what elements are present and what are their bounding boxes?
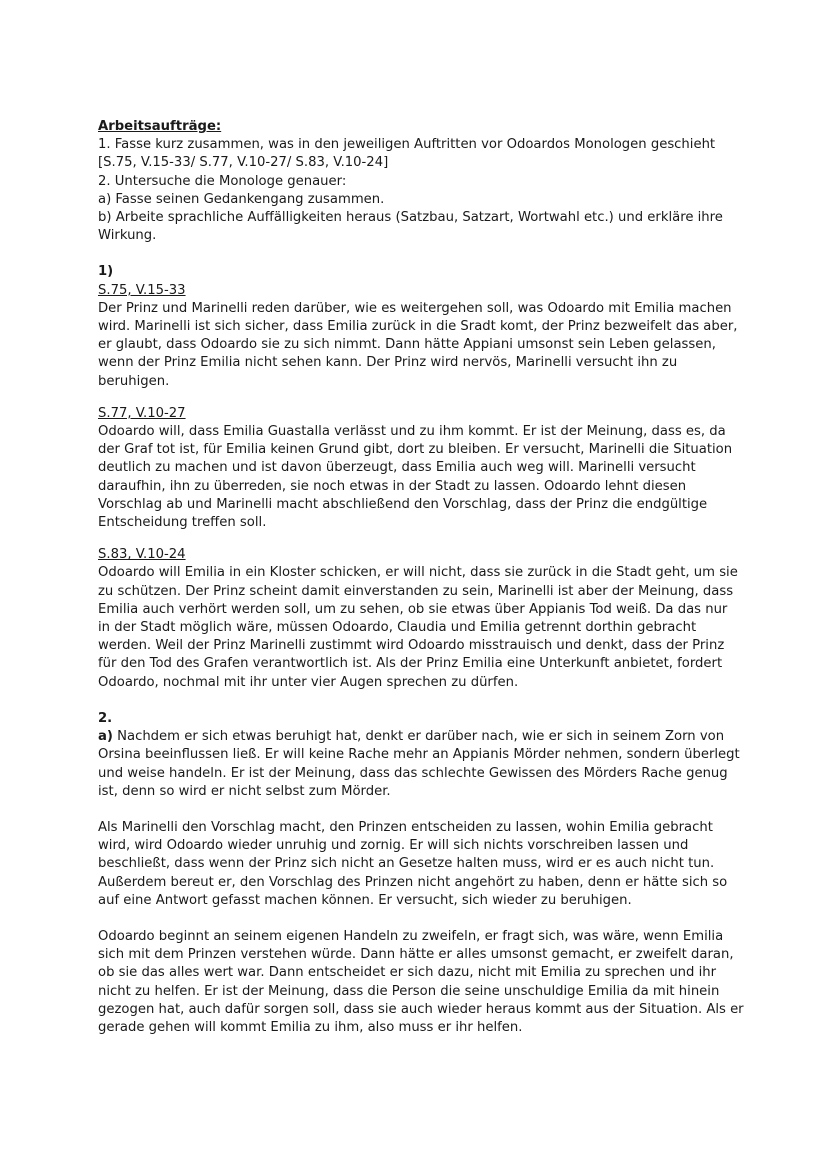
paragraph-line: Odoardo will Emilia in ein Kloster schicken, er will nicht, dass sie zurück in die Stadt geht, um sie	[98, 565, 738, 581]
paragraph-line: Außerdem bereut er, den Vorschlag des Prinzen nicht angehört zu haben, denn er hätte sich so	[98, 874, 728, 890]
task-line: b) Arbeite sprachliche Auffälligkeiten heraus (Satzbau, Satzart, Wortwahl etc.) und erkläre ihre	[98, 210, 723, 226]
paragraph-line: wird. Marinelli ist sich sicher, dass Emilia zurück in die Sradt komt, der Prinz bezweifelt das aber,	[98, 319, 738, 335]
task-line: a) Fasse seinen Gedankengang zusammen.	[98, 191, 385, 207]
paragraph-line: Der Prinz und Marinelli reden darüber, wie es weitergehen soll, was Odoardo mit Emilia machen	[98, 300, 732, 316]
task-line: [S.75, V.15-33/ S.77, V.10-27/ S.83, V.10-24]	[98, 155, 389, 171]
section-ref: S.77, V.10-27	[98, 405, 186, 421]
paragraph-line: daraufhin, ihn zu überreden, sie noch etwas in der Stadt zu lassen. Odoardo lehnt diesen	[98, 478, 687, 494]
tasks-heading: Arbeitsaufträge:	[98, 119, 222, 134]
paragraph-line: Odoardo will, dass Emilia Guastalla verlässt und zu ihm kommt. Er ist der Meinung, dass es, da	[98, 424, 726, 440]
part1-block	[98, 263, 738, 691]
paragraph-line: Emilia auch verhört werden soll, um zu sehen, ob sie etwas über Appianis Tod weiß. Da das nur	[98, 601, 728, 617]
paragraph-line: deutlich zu machen und ist davon überzeugt, dass Emilia auch weg will. Marinelli versucht	[98, 460, 696, 476]
part1-title: 1)	[98, 264, 114, 280]
label-a: a)	[98, 729, 113, 745]
paragraph-line: gezogen hat, auch dafür sorgen soll, dass sie auch wieder heraus kommt aus der Situation. Als er	[98, 1001, 744, 1017]
paragraph-line: und weise handeln. Er ist der Meinung, dass das schlechte Gewissen des Mörders Rache genug	[98, 765, 728, 781]
paragraph-line: Als Marinelli den Vorschlag macht, den Prinzen entscheiden zu lassen, wohin Emilia gebracht	[98, 819, 713, 835]
paragraph-line: in der Stadt möglich wäre, müssen Odoardo, Claudia und Emilia getrennt dorthin gebracht	[98, 620, 697, 636]
section-ref: S.75, V.15-33	[98, 282, 186, 298]
paragraph-line: Odoardo beginnt an seinem eigenen Handeln zu zweifeln, er fragt sich, was wäre, wenn Emilia	[98, 928, 724, 944]
paragraph-line	[98, 728, 738, 746]
section-ref: S.83, V.10-24	[98, 547, 186, 563]
paragraph-line: wird, wird Odoardo wieder unruhig und zornig. Er will sich nichts vorschreiben lassen und	[98, 838, 689, 854]
part2-block	[98, 710, 744, 1037]
paragraph-line: für den Tod des Grafen verantwortlich ist. Als der Prinz Emilia eine Unterkunft anbietet, fordert	[98, 656, 723, 672]
paragraph-line: er glaubt, dass Odoardo sie zu sich nimmt. Dann hätte Appiani umsonst sein Leben gelassen,	[98, 337, 716, 353]
task-line: 2. Untersuche die Monologe genauer:	[98, 173, 347, 189]
paragraph-line: der Graf tot ist, für Emilia keinen Grund gibt, dort zu bleiben. Er versucht, Marinelli die Situation	[98, 442, 733, 458]
paragraph-line: beschließt, dass wenn der Prinz sich nicht an Gesetze halten muss, wird er es auch nicht tun.	[98, 856, 715, 872]
paragraph-line: Vorschlag ab und Marinelli macht abschließend den Vorschlag, dass der Prinz die endgültige	[98, 496, 708, 512]
paragraph-line: beruhigen.	[98, 373, 170, 389]
part2-title: 2.	[98, 710, 113, 726]
document-page	[98, 118, 744, 1037]
paragraph-line: Orsina beeinflussen ließ. Er will keine Rache mehr an Appianis Mörder nehmen, sondern überlegt	[98, 747, 740, 763]
paragraph-line: sich mit dem Prinzen verstehen würde. Dann hätte er alles umsonst gemacht, er zweifelt daran,	[98, 947, 734, 963]
paragraph-line: Odoardo, nochmal mit ihr unter vier Augen sprechen zu dürfen.	[98, 674, 519, 690]
paragraph-text: Nachdem er sich etwas beruhigt hat, denkt er darüber nach, wie er sich in seinem Zorn von	[112, 729, 725, 745]
task-line: 1. Fasse kurz zusammen, was in den jeweiligen Auftritten vor Odoardos Monologen geschieht	[98, 137, 716, 153]
paragraph-line: wenn der Prinz Emilia nicht sehen kann. Der Prinz wird nervös, Marinelli versucht ihn zu	[98, 355, 678, 371]
paragraph-line: ob sie das alles wert war. Dann entscheidet er sich dazu, nicht mit Emilia zu sprechen und ihr	[98, 965, 717, 981]
paragraph-line: ist, denn so wird er nicht selbst zum Mörder.	[98, 783, 391, 799]
paragraph-line: nicht zu helfen. Er ist der Meinung, dass die Person die seine unschuldige Emilia da mit hinein	[98, 983, 720, 999]
paragraph-line: auf eine Antwort gefasst machen können. Er versucht, sich wieder zu beruhigen.	[98, 892, 632, 908]
task-line: Wirkung.	[98, 228, 157, 244]
paragraph-line: Entscheidung treffen soll.	[98, 515, 267, 531]
paragraph-line: werden. Weil der Prinz Marinelli zustimmt wird Odoardo misstrauisch und denkt, dass der Prinz	[98, 638, 725, 654]
paragraph-line: zu schützen. Der Prinz scheint damit einverstanden zu sein, Marinelli ist aber der Meinung, dass	[98, 583, 734, 599]
paragraph-line: gerade gehen will kommt Emilia zu ihm, also muss er ihr helfen.	[98, 1019, 523, 1035]
tasks-block	[98, 118, 738, 245]
